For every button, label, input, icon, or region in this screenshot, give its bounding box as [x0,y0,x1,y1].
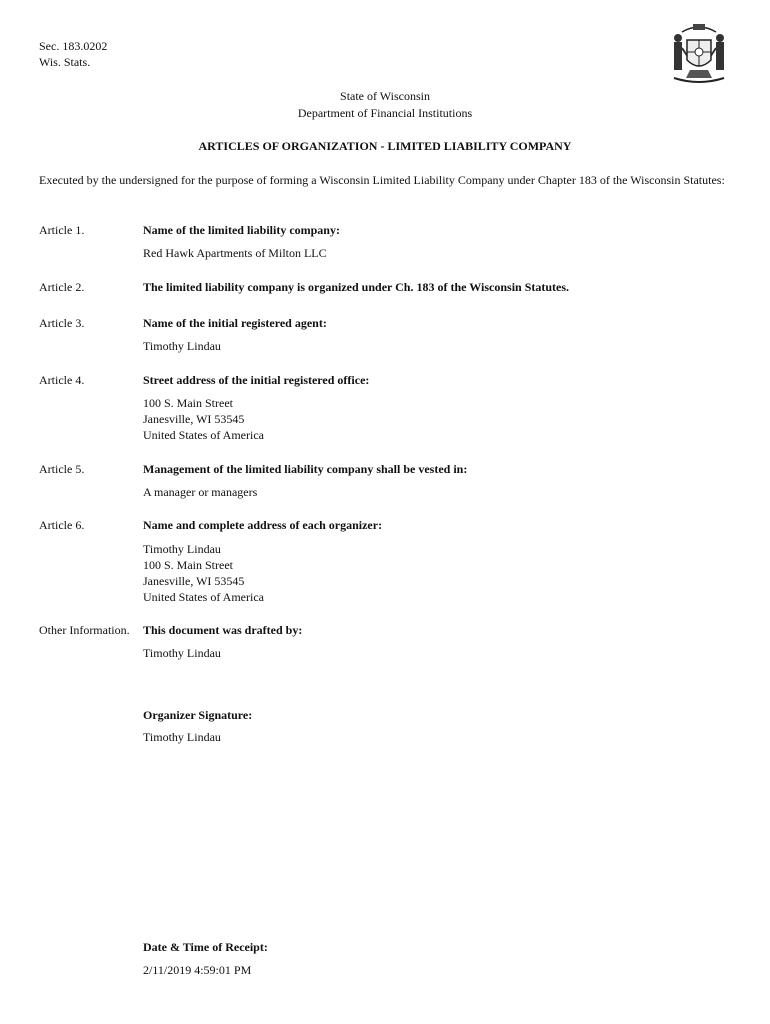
wisconsin-state-seal-icon [668,20,730,86]
management-type: A manager or managers [143,485,258,499]
article-3-label: Article 3. [39,316,85,330]
office-street: 100 S. Main Street [143,396,233,410]
organizer-country: United States of America [143,590,264,604]
company-name: Red Hawk Apartments of Milton LLC [143,246,327,260]
article-6-value [143,541,264,605]
organizer-city: Janesville, WI 53545 [143,574,245,588]
document-title: ARTICLES OF ORGANIZATION - LIMITED LIABILITY COMPANY [198,139,572,153]
article-6-label: Article 6. [39,518,85,532]
article-4-value [143,395,264,443]
office-country: United States of America [143,428,264,442]
state-name: State of Wisconsin [340,89,430,103]
organizer-street: 100 S. Main Street [143,558,233,572]
article-5-value [143,484,257,500]
article-5-label: Article 5. [39,462,85,476]
receipt-timestamp: 2/11/2019 4:59:01 PM [143,963,252,977]
article-5-heading: Management of the limited liability company shall be vested in: [143,462,468,476]
statute-reference [39,38,107,70]
article-1-heading: Name of the limited liability company: [143,223,340,237]
other-information-label: Other Information. [39,623,130,637]
article-4-label: Article 4. [39,373,85,387]
article-3-value [143,338,221,354]
statute-source: Wis. Stats. [39,55,91,69]
other-information-value [143,645,221,661]
intro-statement: Executed by the undersigned for the purpose of forming a Wisconsin Limited Liability Company under Chapter 183 of the Wisconsin Statutes: [39,173,725,187]
office-city: Janesville, WI 53545 [143,412,245,426]
article-4-heading: Street address of the initial registered office: [143,373,370,387]
drafter-name: Timothy Lindau [143,646,221,660]
registered-agent-name: Timothy Lindau [143,339,221,353]
organizer-signature-value: Timothy Lindau [143,730,221,744]
article-3-heading: Name of the initial registered agent: [143,316,327,330]
other-information-heading: This document was drafted by: [143,623,303,637]
organizer-signature-heading: Organizer Signature: [143,708,253,722]
organizer-name: Timothy Lindau [143,542,221,556]
article-2-label: Article 2. [39,280,85,294]
article-1-label: Article 1. [39,223,85,237]
article-2-heading: The limited liability company is organized under Ch. 183 of the Wisconsin Statutes. [143,280,570,294]
statute-section: Sec. 183.0202 [39,39,108,53]
department-name: Department of Financial Institutions [297,106,473,120]
receipt-heading: Date & Time of Receipt: [143,940,268,954]
article-6-heading: Name and complete address of each organizer: [143,518,383,532]
article-1-value [143,245,327,261]
